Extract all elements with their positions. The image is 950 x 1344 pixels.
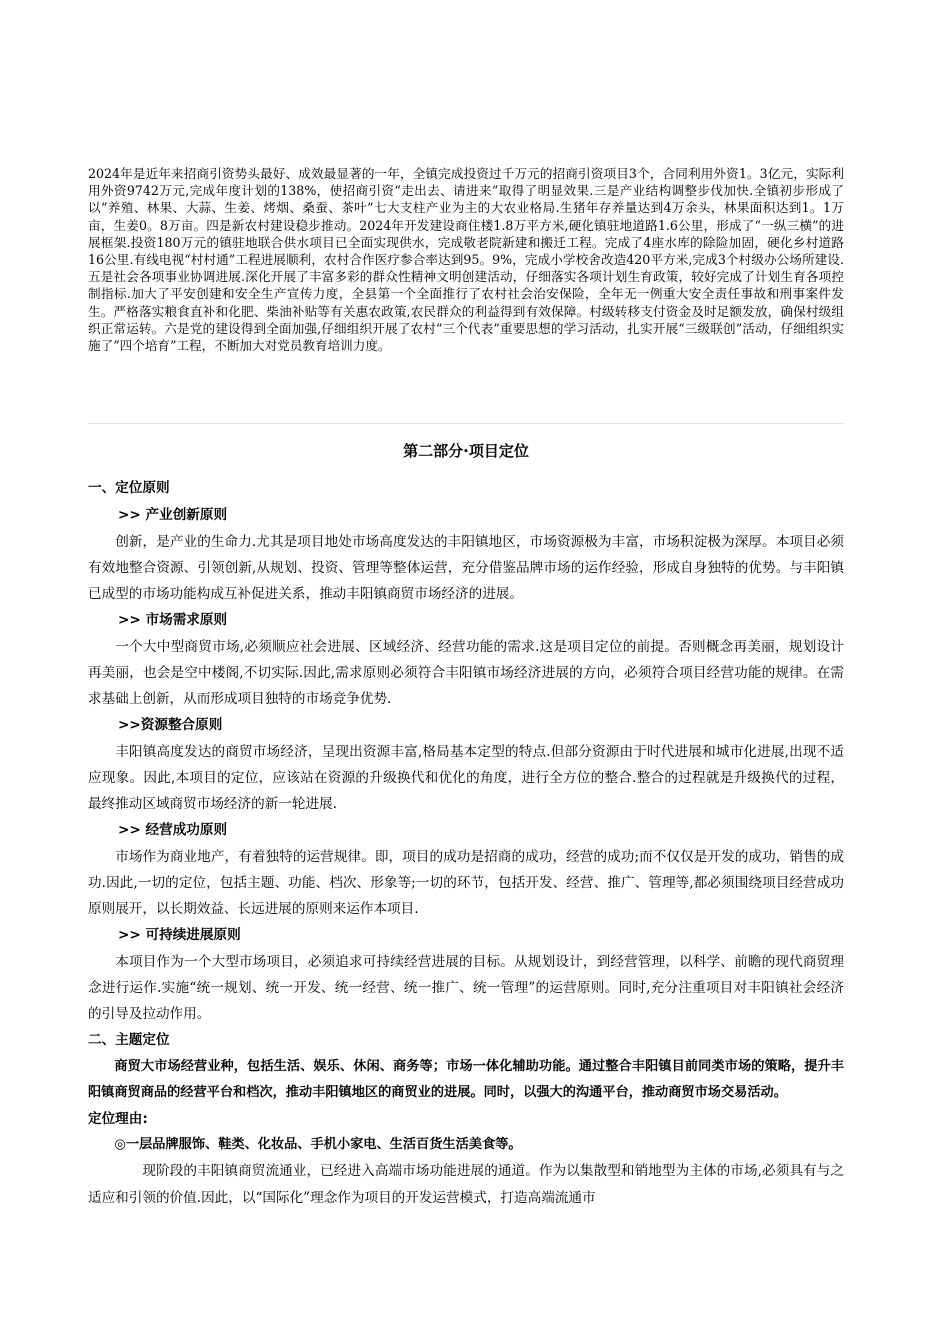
section1-heading: 一、定位原则 [88, 480, 170, 496]
floor1-text: ◎一层品牌服饰、鞋类、化妆品、手机小家电、生活百货生活美食等。 [114, 1137, 522, 1152]
document-body [88, 475, 844, 1212]
principle-title-innovation: >> 产业创新原则 [118, 507, 228, 523]
principle-title-resource: >>资源整合原则 [118, 717, 223, 733]
principle-text-resource: 丰阳镇高度发达的商贸市场经济，呈现出资源丰富,格局基本定型的特点.但部分资源由于时代进展和城市化进展,出现不适应现象。因此,本项目的定位，应该站在资源的升级换代和优化的角度，进行全方位的整合.整合的过程就是升级换代的过程，最终推动区域商贸市场经济的新一轮进展. [88, 744, 844, 812]
reason-label: 定位理由: [88, 1111, 148, 1127]
principle-text-demand: 一个大中型商贸市场,必须顺应社会进展、区域经济、经营功能的需求.这是项目定位的前提。否则概念再美丽，规划设计再美丽，也会是空中楼阁,不切实际.因此,需求原则必须符合丰阳镇市场经济进展的方向，必须符合项目经营功能的规律。在需求基础上创新，从而形成项目独特的市场竞争优势. [88, 639, 844, 707]
principle-title-sustainable: >> 可持续进展原则 [118, 927, 241, 943]
part-title: 第二部分·项目定位 [403, 442, 529, 460]
current-market-text: 现阶段的丰阳镇商贸流通业，已经进入高端市场功能进展的通道。作为以集散型和销地型为主体的市场,必须具有与之适应和引领的价值.因此，以“国际化”理念作为项目的开发运营模式，打造高端流通市 [88, 1163, 844, 1206]
principle-text-sustainable: 本项目作为一个大型市场项目，必须追求可持续经营进展的目标。从规划设计，到经营管理，以科学、前瞻的现代商贸理念进行运作.实施“统一规划、统一开发、统一经营、统一推广、统一管理”的运营原则。同时,充分注重项目对丰阳镇社会经济的引导及拉动作用。 [88, 954, 844, 1022]
principle-text-innovation: 创新，是产业的生命力.尤其是项目地处市场高度发达的丰阳镇地区，市场资源极为丰富，市场积淀极为深厚。本项目必须有效地整合资源、引领创新,从规划、投资、管理等整体运营，充分借鉴品牌市场的运作经验，形成自身独特的优势。与丰阳镇已成型的市场功能构成互补促进关系，推动丰阳镇商贸市场经济的进展。 [88, 534, 844, 602]
theme-positioning-text: 商贸大市场经营业种，包括生活、娱乐、休闲、商务等；市场一体化辅助功能。通过整合丰阳镇目前同类市场的策略，提升丰阳镇商贸商品的经营平台和档次，推动丰阳镇地区的商贸业的进展。同时，以强大的沟通平台，推动商贸市场交易活动。 [88, 1059, 844, 1100]
principle-title-operation: >> 经营成功原则 [118, 822, 228, 838]
intro-paragraph: 2024年是近年来招商引资势头最好、成效最显著的一年，全镇完成投资过千万元的招商引资项目3个，合同利用外资1。3亿元，实际利用外资9742万元,完成年度计划的138%，使招商引资“走出去、请进来”取得了明显效果.三是产业结构调整步伐加快.全镇初步形成了以“养殖、林果、大蒜、生姜、烤烟、桑蚕、茶叶”七大支柱产业为主的大农业格局.生猪年存养量达到4万余头，林果面积达到1。1万亩，生姜0。8万亩。四是新农村建设稳步推动。2024年开发建设商住楼1.8万平方米,硬化镇驻地道路1.6公里，形成了“一纵三横”的进展框架.投资180万元的镇驻地联合供水项目已全面实现供水，完成敬老院新建和搬迁工程。完成了4座水库的除险加固，硬化乡村道路16公里.有线电视“村村通”工程进展顺利，农村合作医疗参合率达到95。9%，完成小学校舍改造420平方米,完成3个村级办公场所建设.五是社会各项事业协调进展.深化开展了丰富多彩的群众性精神文明创建活动，仔细落实各项计划生育政策，较好完成了计划生育各项控制指标.加大了平安创建和安全生产宣传力度，全县第一个全面推行了农村社会治安保险，全年无一例重大安全责任事故和刑事案件发生。严格落实粮食直补和化肥、柴油补贴等有关惠农政策,农民群众的利益得到有效保障。村级转移支付资金及时足额发放，确保村级组织正常运转。六是党的建设得到全面加强,仔细组织开展了农村“三个代表”重要思想的学习活动，扎实开展“三级联创”活动，仔细组织实施了”四个培育”工程，不断加大对党员教育培训力度。 [88, 166, 844, 354]
principle-text-operation: 市场作为商业地产，有着独特的运营规律。即，项目的成功是招商的成功，经营的成功;而不仅仅是开发的成功，销售的成功.因此,一切的定位，包括主题、功能、档次、形象等;一切的环节，包括开发、经营、推广、管理等,都必须围绕项目经营成功原则展开，以长期效益、长远进展的原则来运作本项目. [88, 849, 844, 917]
section-divider [88, 423, 844, 424]
section2-heading: 二、主题定位 [88, 1032, 170, 1048]
principle-title-demand: >> 市场需求原则 [118, 612, 228, 628]
